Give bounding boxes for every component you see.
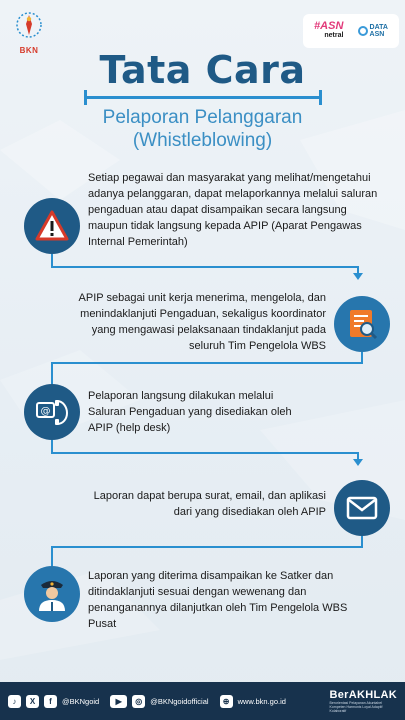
step-5-icon-badge [24,566,80,622]
data-asn-logo: DATA ASN [358,24,388,38]
step-1-icon-badge [24,198,80,254]
step-5-text: Laporan yang diterima disampaikan ke Satker dan ditindaklanjuti sesuai dengan wewenang dan penanganannya dilanjutkan oleh Tim Pengelola WBS Pusat [88,570,348,630]
page-subtitle: Pelaporan Pelanggaran (Whistleblowing) [102,107,303,151]
x-twitter-icon[interactable]: X [26,695,39,708]
page-title: Tata Cara [99,48,306,92]
social-handle-2[interactable]: @BKNgoidofficial [150,696,209,706]
berakhlak-logo: BerAKHLAK Berorientasi Pelayanan Akuntabel Kompeten Harmonis Loyal Adaptif Kolaboratif [329,689,397,713]
facebook-icon[interactable]: f [44,695,57,708]
website-link[interactable]: www.bkn.go.id [237,696,286,706]
tiktok-icon[interactable]: ♪ [8,695,21,708]
instagram-icon[interactable]: ◎ [132,695,145,708]
document-search-icon [345,307,379,341]
bkn-logo-text: BKN [19,46,39,55]
partner-logos [303,14,399,48]
social-handle-1[interactable]: @BKNgoid [62,696,100,706]
bkn-emblem-icon [14,10,44,40]
globe-icon: ⊕ [220,695,233,708]
flow-line [51,362,363,364]
flow-arrow-icon [353,273,363,280]
step-2-text: APIP sebagai unit kerja menerima, mengelola, dan menindaklanjuti Pengaduan, sekaligus koordinator yang mengawasi pelaksanaan tindaklanjut pada seluruh Tim Pengelola WBS [78,292,326,352]
footer-bar [0,682,405,720]
step-2-icon-badge [334,296,390,352]
youtube-icon[interactable]: ▶ [110,695,127,708]
officer-icon [35,576,69,612]
asn-netral-logo: #ASN netral [314,20,344,39]
flow-arrow-icon [353,459,363,466]
flow-line [51,546,53,566]
flow-line [51,362,53,384]
title-divider [84,96,322,99]
warning-icon [35,210,69,242]
step-3-icon-badge [24,384,80,440]
envelope-icon [346,496,378,520]
flow-line [51,266,359,268]
helpdesk-phone-icon [35,397,69,427]
step-4-text: Laporan dapat berupa surat, email, dan aplikasi dari yang disediakan oleh APIP [93,490,326,518]
step-4-icon-badge [334,480,390,536]
step-1-text: Setiap pegawai dan masyarakat yang melihat/mengetahui adanya pelanggaran, dapat melaporkannya melalui saluran pengaduan atau dapat disampaikan secara langsung maupun tidak langsung kepada APIP (Aparat Pengawas Internal Pemerintah) [88,172,378,248]
flow-line [51,452,359,454]
svg-text:@: @ [40,406,51,417]
data-asn-circle-icon [358,26,368,36]
flow-line [51,546,363,548]
step-3-text: Pelaporan langsung dilakukan melalui Saluran Pengaduan yang disediakan oleh APIP (help desk) [88,390,292,434]
